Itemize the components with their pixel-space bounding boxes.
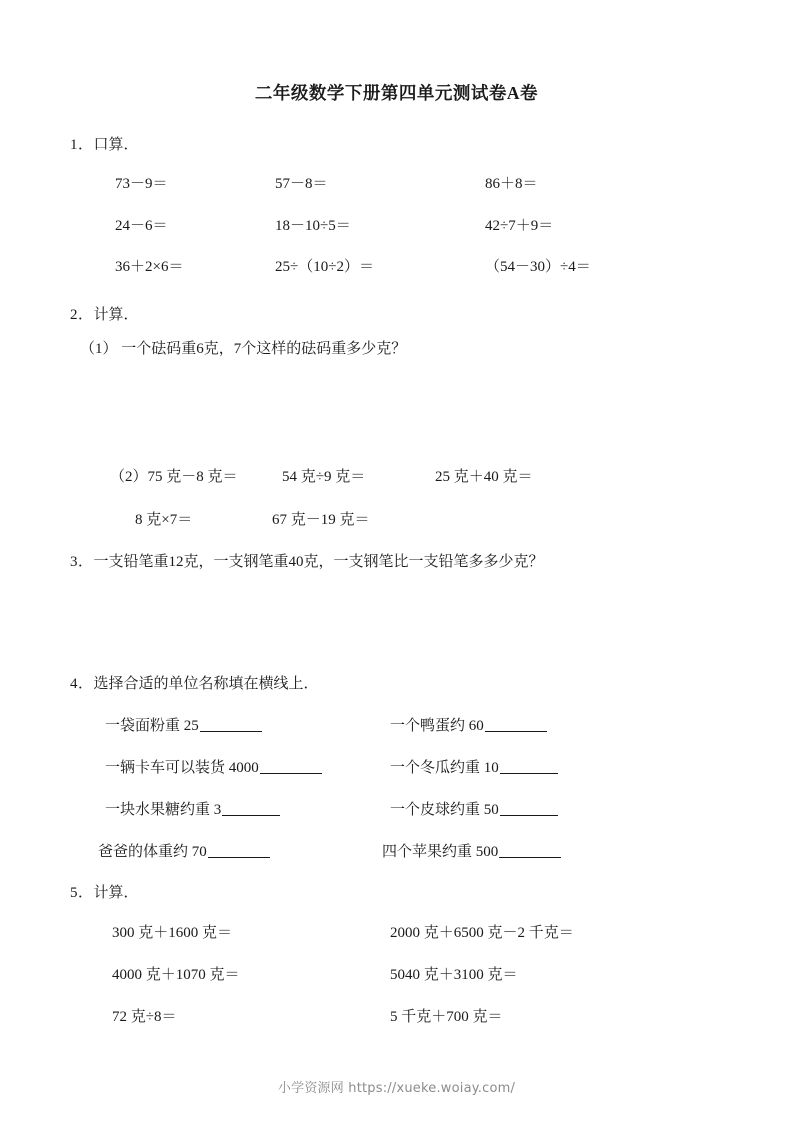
q5-r1-c1: 300 克＋1600 克＝ [112, 925, 233, 941]
question-3-prompt: 一支铅笔重12克，一支钢笔重40克，一支钢笔比一支铅笔多多少克？ [93, 554, 544, 570]
q1-r1-c1: 73－9＝ [115, 176, 168, 192]
q2-sub2-r2-c1: 8 克×7＝ [135, 512, 193, 528]
q4-item-3-right [390, 798, 558, 819]
q1-r3-c3: （54－30）÷4＝ [485, 259, 591, 275]
q4-blank-3-left[interactable] [222, 801, 280, 816]
q4-item-3-left-text: 一块水果糖约重 3 [105, 802, 222, 818]
q1-r2-c1: 24－6＝ [115, 218, 168, 234]
q4-item-2-right-text: 一个冬瓜约重 10 [390, 760, 499, 776]
question-5-prompt: 计算． [93, 885, 139, 901]
q4-item-4-left-text: 爸爸的体重约 70 [98, 844, 207, 860]
question-2-heading [70, 303, 139, 324]
q1-r1-c3: 86＋8＝ [485, 176, 538, 192]
q5-r3-c2: 5 千克＋700 克＝ [390, 1009, 503, 1025]
site-watermark: 小学资源网 https://xueke.woiay.com/ [277, 1081, 516, 1096]
question-4-heading [70, 672, 319, 693]
question-3-number: 3． [70, 554, 94, 570]
q1-r1-c2: 57－8＝ [275, 176, 328, 192]
q1-r3-c1: 36＋2×6＝ [115, 259, 184, 275]
q2-sub1-text: （1） 一个砝码重6克，7个这样的砝码重多少克？ [80, 341, 407, 357]
question-5-number: 5． [70, 885, 94, 901]
q2-sub2-r1-c1: （2）75 克－8 克＝ [110, 469, 238, 485]
q4-blank-3-right[interactable] [500, 801, 558, 816]
question-1-number: 1． [70, 137, 94, 153]
q4-blank-2-right[interactable] [500, 759, 558, 774]
q4-blank-1-left[interactable] [200, 717, 262, 732]
q4-blank-4-right[interactable] [499, 843, 561, 858]
q4-blank-2-left[interactable] [260, 759, 322, 774]
question-1-heading [70, 133, 139, 154]
q1-r2-c2: 18－10÷5＝ [275, 218, 351, 234]
q2-sub2-r1-c2: 54 克÷9 克＝ [282, 469, 366, 485]
q4-item-3-right-text: 一个皮球约重 50 [390, 802, 499, 818]
q2-sub2-r1-c3: 25 克＋40 克＝ [435, 469, 533, 485]
question-2-number: 2． [70, 307, 94, 323]
q4-item-3-left [105, 798, 280, 819]
question-4-prompt: 选择合适的单位名称填在横线上． [93, 676, 319, 692]
q4-item-4-right-text: 四个苹果约重 500 [382, 844, 499, 860]
q4-item-1-right-text: 一个鸭蛋约 60 [390, 718, 484, 734]
page-title: 二年级数学下册第四单元测试卷A卷 [254, 83, 539, 103]
q1-r2-c3: 42÷7＋9＝ [485, 218, 554, 234]
q5-r3-c1: 72 克÷8＝ [112, 1009, 177, 1025]
q5-r2-c2: 5040 克＋3100 克＝ [390, 967, 518, 983]
question-1-prompt: 口算． [93, 137, 139, 153]
q5-r2-c1: 4000 克＋1070 克＝ [112, 967, 240, 983]
q2-sub2-r2-c2: 67 克－19 克＝ [272, 512, 370, 528]
q4-item-2-left [105, 756, 322, 777]
q4-item-1-left-text: 一袋面粉重 25 [105, 718, 199, 734]
q1-r3-c2: 25÷（10÷2）＝ [275, 259, 374, 275]
question-4-number: 4． [70, 676, 94, 692]
q4-item-1-left [105, 714, 262, 735]
q4-item-2-left-text: 一辆卡车可以装货 4000 [105, 760, 259, 776]
q4-item-2-right [390, 756, 558, 777]
q5-r1-c2: 2000 克＋6500 克－2 千克＝ [390, 925, 574, 941]
question-3-heading [70, 550, 544, 571]
q4-item-4-right [382, 840, 561, 861]
q4-blank-1-right[interactable] [485, 717, 547, 732]
q4-item-4-left [98, 840, 270, 861]
question-2-prompt: 计算． [93, 307, 139, 323]
question-5-heading [70, 881, 139, 902]
q4-blank-4-left[interactable] [208, 843, 270, 858]
q4-item-1-right [390, 714, 547, 735]
